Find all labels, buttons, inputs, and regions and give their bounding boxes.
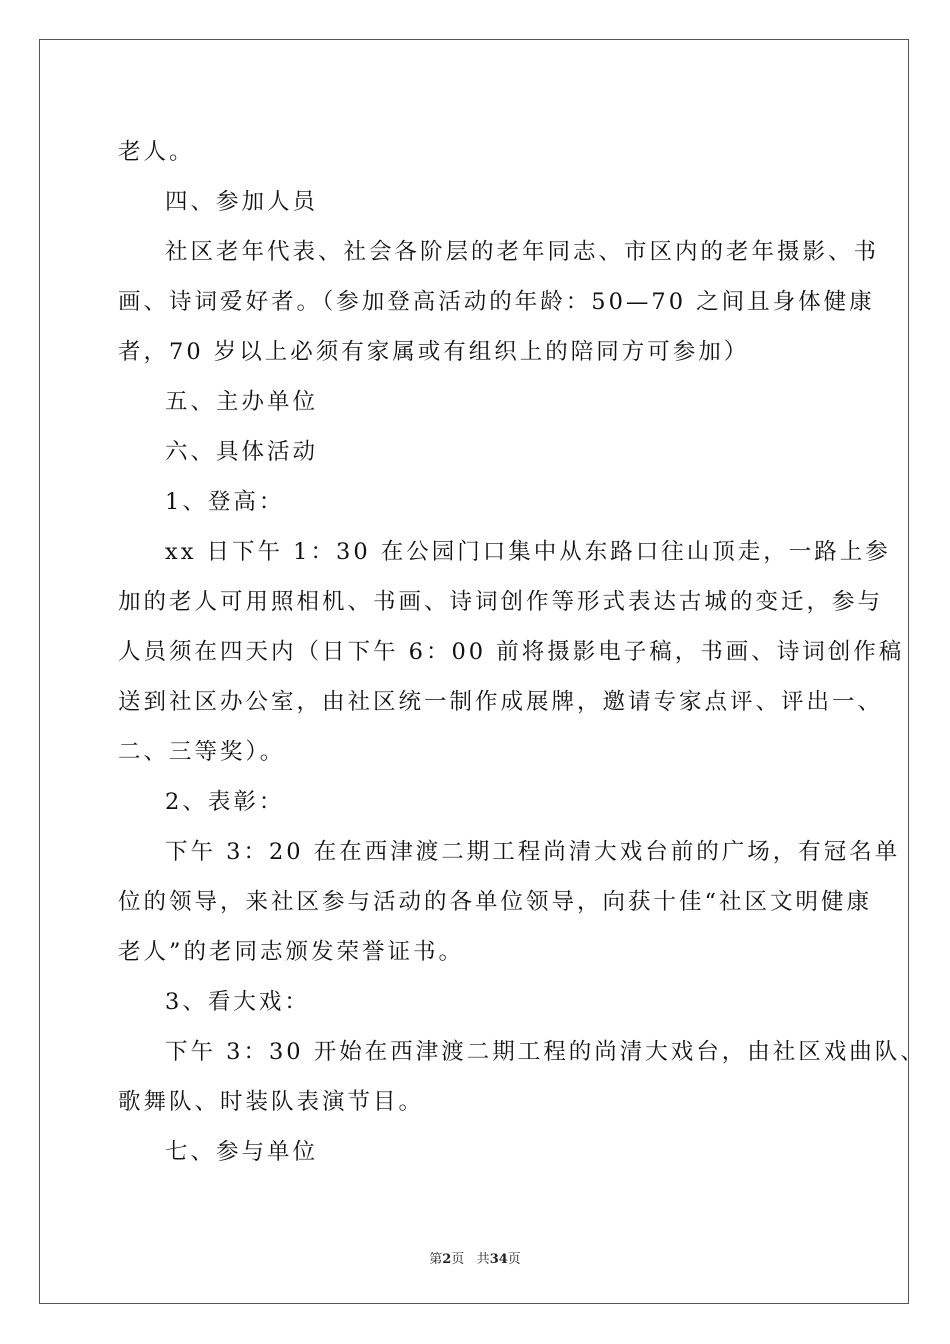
section-heading: 七、参与单位 (165, 1139, 319, 1165)
text-line: 者，70 岁以上必须有家属或有组织上的陪同方可参加） (118, 339, 750, 365)
footer-page-suffix: 页 (451, 1252, 465, 1267)
text-line: 下午 3：30 开始在西津渡二期工程的尚清大戏台，由社区戏曲队、 (165, 1039, 926, 1065)
text-line: 社区老年代表、社会各阶层的老年同志、市区内的老年摄影、书 (165, 239, 880, 265)
text-line: 老人。 (118, 139, 195, 165)
subsection-heading: 3、看大戏： (165, 989, 310, 1015)
subsection-heading: 2、表彰： (165, 789, 285, 815)
footer-total-suffix: 页 (507, 1252, 521, 1267)
footer-total-prefix: 共 (476, 1252, 490, 1267)
section-heading: 六、具体活动 (165, 439, 319, 465)
text-line: 下午 3：20 在在西津渡二期工程尚清大戏台前的广场，有冠名单 (165, 839, 901, 865)
text-line: 位的领导，来社区参与活动的各单位领导，向获十佳“社区文明健康 (118, 889, 873, 915)
text-line: 画、诗词爱好者。（参加登高活动的年龄：50—70 之间且身体健康 (118, 289, 875, 315)
text-line: 老人”的老同志颁发荣誉证书。 (118, 939, 465, 965)
section-heading: 四、参加人员 (165, 189, 319, 215)
section-heading: 五、主办单位 (165, 389, 319, 415)
text-line: 人员须在四天内（日下午 6：00 前将摄影电子稿，书画、诗词创作稿 (118, 639, 905, 665)
text-line: 歌舞队、时装队表演节目。 (118, 1089, 425, 1115)
text-line: 二、三等奖）。 (118, 739, 286, 765)
text-line: xx 日下午 1：30 在公园门口集中从东路口往山顶走，一路上参 (165, 539, 891, 565)
total-pages: 34 (489, 1252, 508, 1267)
page-footer (0, 1248, 950, 1267)
page-number: 2 (442, 1252, 452, 1267)
text-line: 送到社区办公室，由社区统一制作成展牌，邀请专家点评、评出一、 (118, 689, 884, 715)
text-line: 加的老人可用照相机、书画、诗词创作等形式表达古城的变迁，参与 (118, 589, 884, 615)
subsection-heading: 1、登高： (165, 489, 285, 515)
footer-prefix: 第 (429, 1252, 443, 1267)
